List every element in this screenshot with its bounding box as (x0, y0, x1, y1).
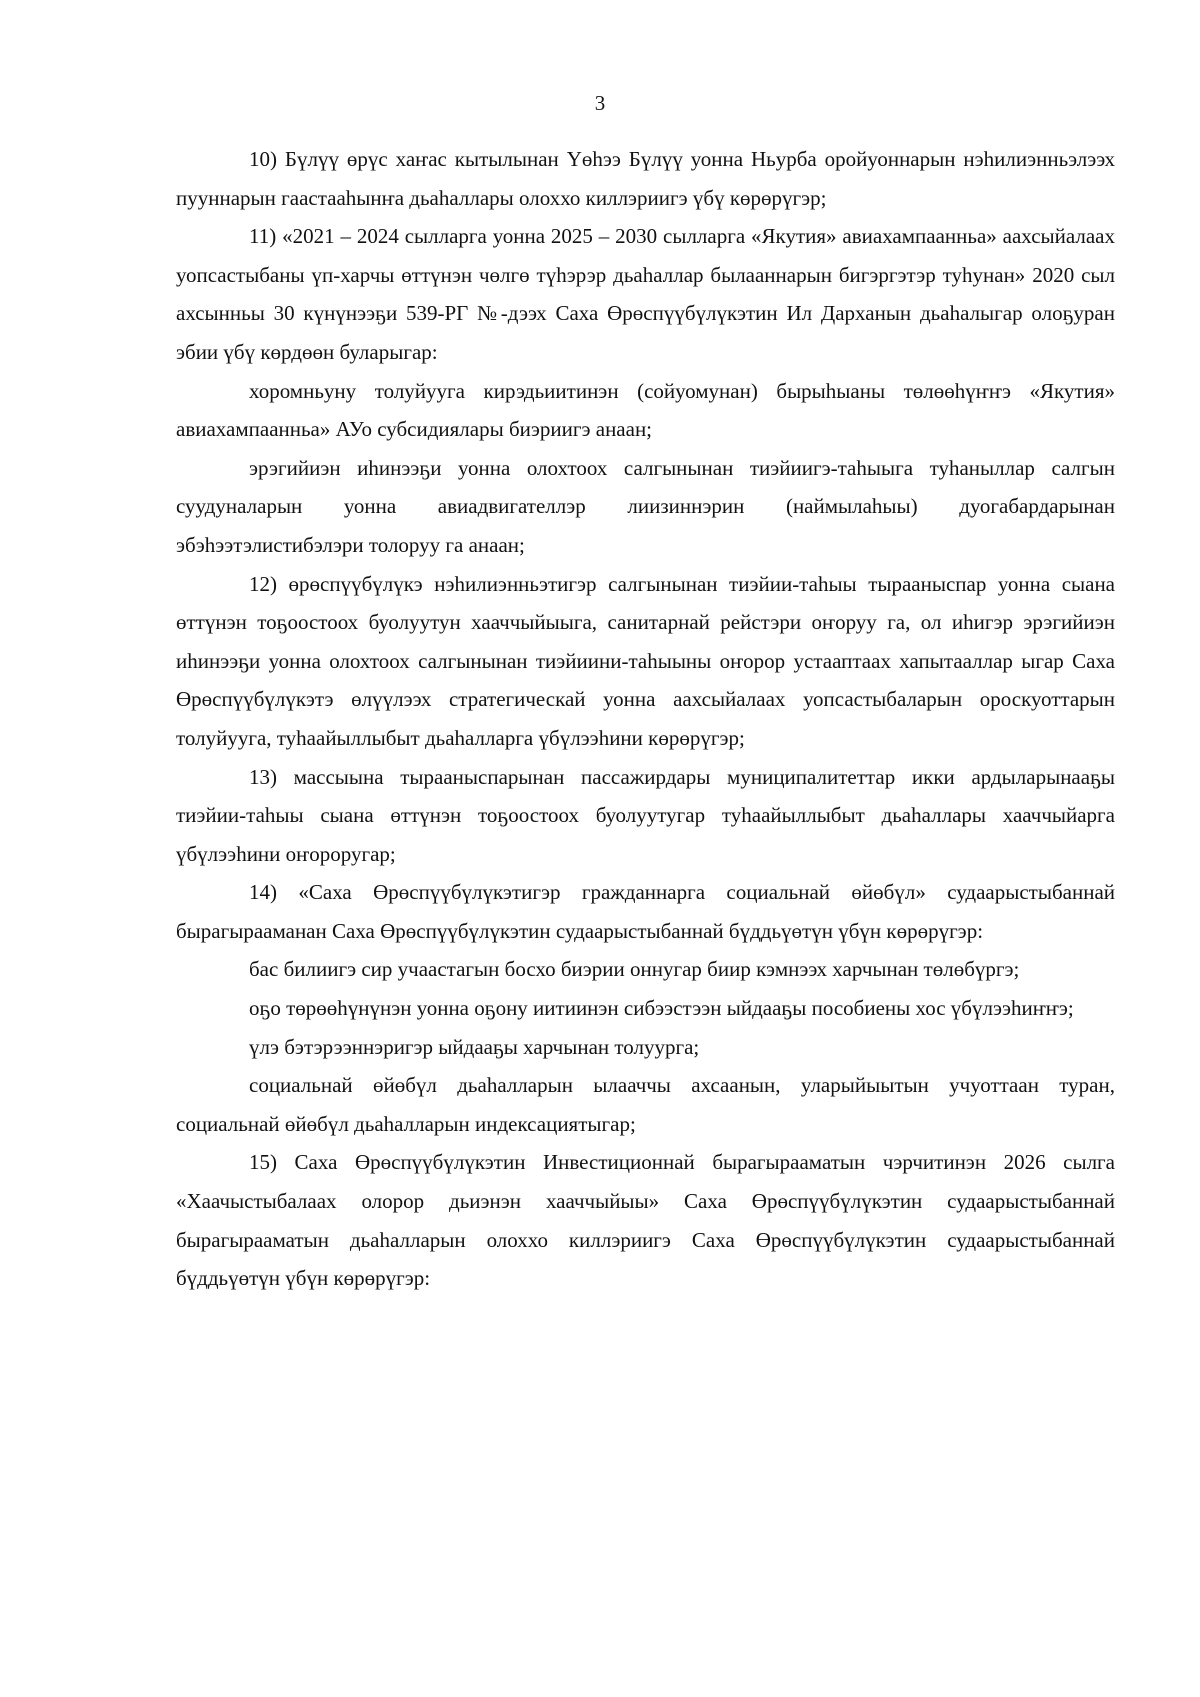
paragraph-14-subitem-4: социальнай өйөбүл дьаһалларын ылааччы ахсаанын, уларыйыытын учуоттаан туран, социальнай өйөбүл дьаһалларын индексациятыгар; (176, 1073, 1121, 1136)
page-number: 3 (594, 91, 606, 115)
paragraph-10: 10) Бүлүү өрүс хаҥас кытылынан Үөһээ Бүлүү уонна Ньурба оройуоннарын нэһилиэнньэлээх пууннарын гаастааһынҥа дьаһаллары олоххо киллэриигэ үбү көрөрүгэр; (176, 147, 1121, 210)
paragraph-14-subitem-2: оҕо төрөөһүнүнэн уонна оҕону иитиинэн сибээстээн ыйдааҕы пособиены хос үбүлээһиҥҥэ; (249, 996, 1074, 1021)
paragraph-14: 14) «Саха Өрөспүүбүлүкэтигэр гражданнарга социальнай өйөбүл» судаарыстыбаннай бырагырааманан Саха Өрөспүүбүлүкэтин судаарыстыбаннай бүддьүөтүн үбүн көрөрүгэр: (176, 880, 1121, 943)
paragraph-15: 15) Саха Өрөспүүбүлүкэтин Инвестиционнай бырагырааматын чэрчитинэн 2026 сылга «Хаачыстыбалаах олорор дьиэнэн хааччыйыы» Саха Өрөспүүбүлүкэтин судаарыстыбаннай бырагырааматын дьаһалларын олоххо киллэриигэ Саха Өрөспүүбүлүкэтин судаарыстыбаннай бүддьүөтүн үбүн көрөрүгэр: (176, 1150, 1121, 1291)
paragraph-14-subitem-1: бас билиигэ сир учаастагын босхо биэрии оннугар биир кэмнээх харчынан төлөбүргэ; (249, 957, 1020, 982)
document-body (176, 140, 1121, 1298)
paragraph-14-subitem-3: үлэ бэтэрээннэригэр ыйдааҕы харчынан толуурга; (249, 1034, 700, 1059)
paragraph-12: 12) өрөспүүбүлүкэ нэһилиэнньэтигэр салгынынан тиэйии-таһыы тырааныспар уонна сыана өттүнэн тоҕоостоох буолуутун хааччыйыыга, санитарнай рейстэри оҥоруу гa, ол иһигэр эрэгийиэн иһинээҕи уонна олохтоох салгынынан тиэйиини-таһыыны оҥорор устааптаах хапытааллар ыгар Саха Өрөспүүбүлүкэтэ өлүүлээх стратегическай уонна аахсыйалаах уопсастыбаларын ороскуоттарын толуйууга, туһаайыллыбыт дьаһалларга үбүлээһини көрөрүгэр; (176, 571, 1121, 750)
paragraph-11: 11) «2021 – 2024 сылларга уонна 2025 – 2030 сылларга «Якутия» авиахампаанньа» аахсыйалаах уопсастыбаны үп-харчы өттүнэн чөлгө түһэрэр дьаһаллар былааннарын бигэргэтэр туһунан» 2020 сыл ахсынньы 30 күнүнээҕи 539-РГ №-дээх Саха Өрөспүүбүлүкэтин Ил Дарханын дьаһалыгар олоҕуран эбии үбү көрдөөн буларыгар: (176, 224, 1121, 364)
paragraph-11-subitem-2: эрэгийиэн иһинээҕи уонна олохтоох салгынынан тиэйиигэ-таһыыга туһаныллар салгын суудуналарын уонна авиадвигателлэр лиизиннэрин (наймылаһыы) дуогабардарынан эбэһээтэлистибэлэри толоруу гa анаан; (176, 455, 1121, 557)
paragraph-11-subitem-1: хоромньуну толуйууга кирэдьиитинэн (сойуомунан) бырыһыаны төлөөһүҥҥэ «Якутия» авиахампаанньа» АУо субсидиялары биэриигэ анаан; (176, 378, 1121, 442)
paragraph-13: 13) массыына тырааныспарынан пассажирдары муниципалитеттар икки ардыларынааҕы тиэйии-таһыы сыана өттүнэн тоҕоостоох буолуутугар туһаайыллыбыт дьаһаллары хааччыйарга үбүлээһини оҥороругар; (176, 764, 1121, 866)
